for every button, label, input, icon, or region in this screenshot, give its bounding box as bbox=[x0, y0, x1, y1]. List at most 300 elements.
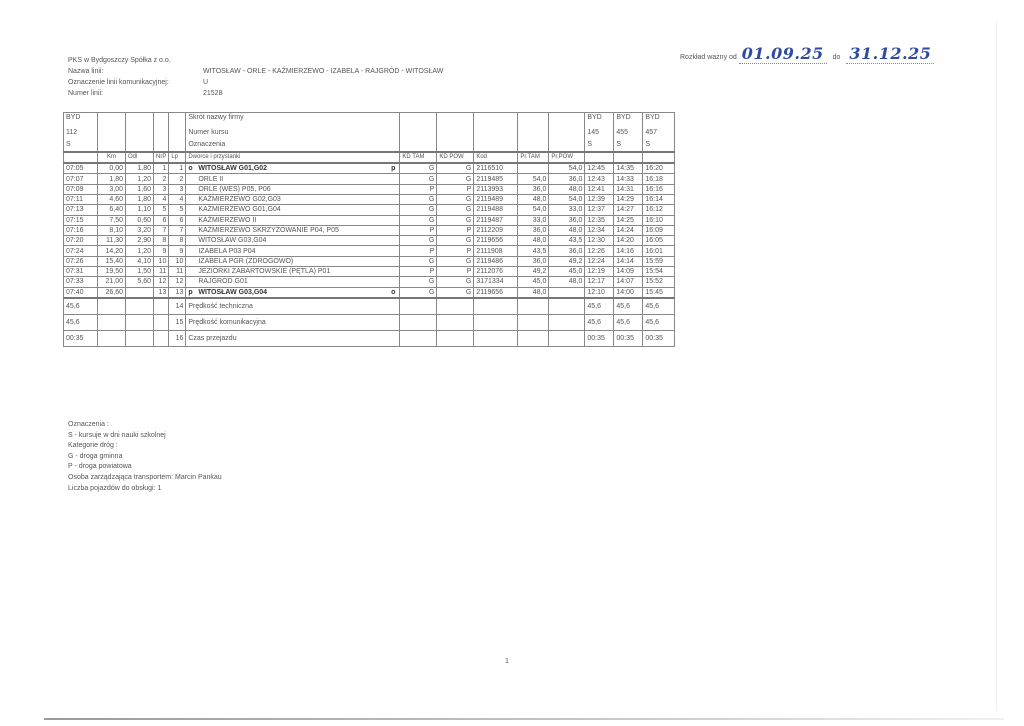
cell-lp: 2 bbox=[169, 174, 186, 184]
cell-pr-tam: 49,2 bbox=[518, 267, 549, 277]
cell-code: 2119489 bbox=[474, 194, 518, 204]
empty-cell bbox=[474, 314, 518, 330]
scan-edge-bottom bbox=[44, 718, 1004, 720]
table-row bbox=[64, 174, 675, 184]
cell-stop-no: 11 bbox=[154, 267, 169, 277]
cell-pr-tam: 43,5 bbox=[518, 246, 549, 256]
table-row bbox=[64, 256, 675, 266]
stop-name: IZABELA PGR (ZDROGOWO) bbox=[198, 257, 294, 265]
cell-kd-tam: G bbox=[400, 236, 437, 246]
cell-code: 2112076 bbox=[474, 267, 518, 277]
cell-lp: 10 bbox=[169, 256, 186, 266]
cell-distance: 0,60 bbox=[126, 215, 154, 225]
cell-pr-pow: 54,0 bbox=[549, 163, 585, 174]
cell-stop-no: 10 bbox=[154, 256, 169, 266]
cell-course-1-time: 12:37 bbox=[585, 205, 614, 215]
cell-kd-pow: P bbox=[437, 225, 474, 235]
cell-pr-tam: 33,0 bbox=[518, 215, 549, 225]
cell-kd-pow: P bbox=[437, 184, 474, 194]
table-row bbox=[64, 236, 675, 246]
stop-mark-right: o bbox=[391, 288, 396, 296]
table-row bbox=[64, 225, 675, 235]
cell-stop bbox=[186, 277, 400, 287]
cell-km: 14,20 bbox=[98, 246, 126, 256]
cell-course-2-time: 14:35 bbox=[614, 163, 643, 174]
validity-prefix: Rozkład ważny od bbox=[680, 54, 737, 61]
cell-pr-tam: 45,0 bbox=[518, 277, 549, 287]
legend-line: Kategorie dróg : bbox=[68, 442, 118, 450]
cell-kd-pow: G bbox=[437, 194, 474, 204]
col-header bbox=[585, 152, 614, 163]
course-2-number: 455 bbox=[614, 126, 643, 139]
cell-pr-pow: 54,0 bbox=[549, 194, 585, 204]
empty-cell bbox=[437, 330, 474, 346]
cell-course-1-time: 12:24 bbox=[585, 256, 614, 266]
cell-departure-time: 07:24 bbox=[64, 246, 98, 256]
cell-km: 21,00 bbox=[98, 277, 126, 287]
cell-distance: 3,20 bbox=[126, 225, 154, 235]
cell-course-2-time: 14:00 bbox=[614, 287, 643, 298]
cell-lp: 6 bbox=[169, 215, 186, 225]
col-header-nrp: NrP bbox=[154, 152, 169, 163]
cell-lp: 7 bbox=[169, 225, 186, 235]
cell-pr-tam: 36,0 bbox=[518, 256, 549, 266]
cell-code: 3171334 bbox=[474, 277, 518, 287]
cell-distance bbox=[126, 287, 154, 298]
table-row bbox=[64, 205, 675, 215]
summary-course-3: 45,6 bbox=[643, 298, 675, 315]
cell-lp: 5 bbox=[169, 205, 186, 215]
empty-cell bbox=[400, 298, 437, 315]
cell-pr-pow bbox=[549, 287, 585, 298]
line-designation-value: U bbox=[203, 79, 209, 86]
course-1-company: BYD bbox=[585, 113, 614, 126]
cell-course-3-time: 16:14 bbox=[643, 194, 675, 204]
header-row-company bbox=[64, 113, 675, 126]
cell-departure-time: 07:09 bbox=[64, 184, 98, 194]
table-row bbox=[64, 163, 675, 174]
course-2-company: BYD bbox=[614, 113, 643, 126]
cell-stop-no: 5 bbox=[154, 205, 169, 215]
cell-course-2-time: 14:09 bbox=[614, 267, 643, 277]
cell-kd-pow: G bbox=[437, 287, 474, 298]
cell-lp: 12 bbox=[169, 277, 186, 287]
cell-distance: 1,10 bbox=[126, 205, 154, 215]
summary-course-1: 45,6 bbox=[585, 314, 614, 330]
left-course-designation: S bbox=[64, 138, 98, 152]
col-header-kod: Kod bbox=[474, 152, 518, 163]
cell-departure-time: 07:40 bbox=[64, 287, 98, 298]
company-name: PKS w Bydgoszczy Spółka z o.o. bbox=[68, 57, 171, 64]
stop-name: KAŹMIERZEWO G02,G03 bbox=[198, 196, 281, 204]
cell-course-3-time: 16:01 bbox=[643, 246, 675, 256]
summary-lp: 16 bbox=[169, 330, 186, 346]
cell-course-1-time: 12:45 bbox=[585, 163, 614, 174]
empty-cell bbox=[549, 298, 585, 315]
cell-pr-tam: 36,0 bbox=[518, 225, 549, 235]
cell-pr-tam: 54,0 bbox=[518, 205, 549, 215]
cell-course-1-time: 12:41 bbox=[585, 184, 614, 194]
cell-kd-pow: P bbox=[437, 267, 474, 277]
cell-code: 2111908 bbox=[474, 246, 518, 256]
empty-cell bbox=[437, 314, 474, 330]
cell-kd-pow: G bbox=[437, 236, 474, 246]
cell-course-1-time: 12:19 bbox=[585, 267, 614, 277]
cell-course-3-time: 15:45 bbox=[643, 287, 675, 298]
col-header-lp: Lp bbox=[169, 152, 186, 163]
cell-lp: 1 bbox=[169, 163, 186, 174]
cell-course-2-time: 14:29 bbox=[614, 194, 643, 204]
cell-course-2-time: 14:16 bbox=[614, 246, 643, 256]
course-1-number: 145 bbox=[585, 126, 614, 139]
cell-code: 2113993 bbox=[474, 184, 518, 194]
cell-kd-pow: G bbox=[437, 163, 474, 174]
cell-stop bbox=[186, 246, 400, 256]
column-header-row bbox=[64, 152, 675, 163]
cell-km: 3,00 bbox=[98, 184, 126, 194]
cell-stop-no: 3 bbox=[154, 184, 169, 194]
cell-pr-pow: 43,5 bbox=[549, 236, 585, 246]
cell-course-3-time: 16:09 bbox=[643, 225, 675, 235]
cell-distance: 4,10 bbox=[126, 256, 154, 266]
empty-cell bbox=[549, 314, 585, 330]
cell-course-1-time: 12:35 bbox=[585, 215, 614, 225]
cell-stop bbox=[186, 267, 400, 277]
col-header bbox=[64, 152, 98, 163]
empty-cell bbox=[474, 298, 518, 315]
cell-pr-pow: 36,0 bbox=[549, 174, 585, 184]
cell-course-2-time: 14:27 bbox=[614, 205, 643, 215]
summary-course-2: 00:35 bbox=[614, 330, 643, 346]
cell-stop bbox=[186, 194, 400, 204]
cell-code: 2119656 bbox=[474, 236, 518, 246]
legend-line: Oznaczenia : bbox=[68, 421, 109, 428]
summary-left-value: 00:35 bbox=[64, 330, 98, 346]
table-row bbox=[64, 246, 675, 256]
cell-kd-pow: G bbox=[437, 205, 474, 215]
cell-kd-tam: P bbox=[400, 184, 437, 194]
empty-cell bbox=[518, 314, 549, 330]
summary-course-3: 00:35 bbox=[643, 330, 675, 346]
cell-distance: 1,20 bbox=[126, 174, 154, 184]
cell-code: 2112209 bbox=[474, 225, 518, 235]
cell-course-1-time: 12:17 bbox=[585, 277, 614, 287]
cell-course-3-time: 15:54 bbox=[643, 267, 675, 277]
cell-course-2-time: 14:24 bbox=[614, 225, 643, 235]
cell-lp: 3 bbox=[169, 184, 186, 194]
col-header-stops: Dworce i przystanki bbox=[186, 152, 400, 163]
cell-stop-no: 1 bbox=[154, 163, 169, 174]
cell-stop-no: 2 bbox=[154, 174, 169, 184]
header-row-course-number bbox=[64, 126, 675, 139]
stop-name: IZABELA P03 P04 bbox=[198, 247, 256, 255]
cell-course-1-time: 12:26 bbox=[585, 246, 614, 256]
cell-pr-tam: 48,0 bbox=[518, 194, 549, 204]
col-header-pr-tam: Pr.TAM bbox=[518, 152, 549, 163]
empty-cell bbox=[126, 330, 154, 346]
cell-course-1-time: 12:34 bbox=[585, 225, 614, 235]
cell-km: 7,50 bbox=[98, 215, 126, 225]
empty-cell bbox=[126, 298, 154, 315]
cell-kd-tam: G bbox=[400, 287, 437, 298]
cell-pr-pow: 48,0 bbox=[549, 277, 585, 287]
cell-departure-time: 07:07 bbox=[64, 174, 98, 184]
cell-kd-tam: P bbox=[400, 267, 437, 277]
cell-kd-tam: G bbox=[400, 215, 437, 225]
cell-course-2-time: 14:31 bbox=[614, 184, 643, 194]
cell-pr-tam: 48,0 bbox=[518, 287, 549, 298]
summary-lp: 14 bbox=[169, 298, 186, 315]
cell-stop bbox=[186, 215, 400, 225]
course-2-designation: S bbox=[614, 138, 643, 152]
cell-kd-pow: G bbox=[437, 277, 474, 287]
summary-row bbox=[64, 314, 675, 330]
cell-course-3-time: 15:59 bbox=[643, 256, 675, 266]
empty-cell bbox=[126, 314, 154, 330]
table-row bbox=[64, 215, 675, 225]
cell-departure-time: 07:26 bbox=[64, 256, 98, 266]
summary-row bbox=[64, 298, 675, 315]
cell-kd-tam: G bbox=[400, 277, 437, 287]
table-row bbox=[64, 184, 675, 194]
empty-cell bbox=[400, 330, 437, 346]
col-header bbox=[614, 152, 643, 163]
empty-cell bbox=[400, 314, 437, 330]
col-header-pr-pow: Pr.POW bbox=[549, 152, 585, 163]
empty-cell bbox=[437, 298, 474, 315]
cell-course-3-time: 15:52 bbox=[643, 277, 675, 287]
cell-pr-pow: 48,0 bbox=[549, 225, 585, 235]
cell-code: 2119488 bbox=[474, 205, 518, 215]
summary-lp: 15 bbox=[169, 314, 186, 330]
cell-pr-pow: 36,0 bbox=[549, 215, 585, 225]
cell-kd-tam: G bbox=[400, 194, 437, 204]
cell-stop bbox=[186, 225, 400, 235]
stop-mark-left: o bbox=[188, 165, 193, 173]
course-1-designation: S bbox=[585, 138, 614, 152]
timetable bbox=[63, 112, 675, 347]
cell-departure-time: 07:33 bbox=[64, 277, 98, 287]
col-header-kd-tam: KD TAM bbox=[400, 152, 437, 163]
cell-distance: 1,50 bbox=[126, 267, 154, 277]
summary-label: Czas przejazdu bbox=[186, 330, 400, 346]
header-row-designation bbox=[64, 138, 675, 152]
label-designations: Oznaczenia bbox=[186, 138, 400, 152]
cell-km: 0,00 bbox=[98, 163, 126, 174]
cell-lp: 4 bbox=[169, 194, 186, 204]
cell-stop-no: 6 bbox=[154, 215, 169, 225]
cell-code: 2119656 bbox=[474, 287, 518, 298]
summary-label: Prędkość techniczna bbox=[186, 298, 400, 315]
cell-stop bbox=[186, 174, 400, 184]
empty-cell bbox=[98, 330, 126, 346]
cell-pr-tam: 54,0 bbox=[518, 174, 549, 184]
cell-departure-time: 07:20 bbox=[64, 236, 98, 246]
cell-kd-pow: G bbox=[437, 174, 474, 184]
cell-code: 2119487 bbox=[474, 215, 518, 225]
empty-cell bbox=[518, 330, 549, 346]
cell-course-3-time: 16:10 bbox=[643, 215, 675, 225]
summary-course-2: 45,6 bbox=[614, 314, 643, 330]
empty-cell bbox=[154, 298, 169, 315]
cell-kd-pow: G bbox=[437, 215, 474, 225]
line-number-value: 21528 bbox=[203, 90, 223, 97]
cell-lp: 8 bbox=[169, 236, 186, 246]
summary-label: Prędkość komunikacyjna bbox=[186, 314, 400, 330]
cell-course-2-time: 14:33 bbox=[614, 174, 643, 184]
stop-name: JEZIORKI ZABARTOWSKIE (PĘTLA) P01 bbox=[198, 268, 331, 276]
cell-lp: 11 bbox=[169, 267, 186, 277]
cell-kd-pow: P bbox=[437, 246, 474, 256]
empty-cell bbox=[98, 314, 126, 330]
col-header bbox=[643, 152, 675, 163]
course-3-designation: S bbox=[643, 138, 675, 152]
label-course-number: Numer kursu bbox=[186, 126, 400, 139]
cell-course-3-time: 16:18 bbox=[643, 174, 675, 184]
line-name-label: Nazwa linii: bbox=[68, 68, 104, 75]
cell-km: 15,40 bbox=[98, 256, 126, 266]
cell-pr-pow: 45,0 bbox=[549, 267, 585, 277]
cell-course-2-time: 14:20 bbox=[614, 236, 643, 246]
legend-line: Liczba pojazdów do obsługi: 1 bbox=[68, 484, 162, 492]
cell-kd-tam: G bbox=[400, 163, 437, 174]
cell-kd-tam: G bbox=[400, 174, 437, 184]
cell-stop bbox=[186, 163, 400, 174]
empty-cell bbox=[98, 298, 126, 315]
cell-kd-tam: P bbox=[400, 225, 437, 235]
empty-cell bbox=[154, 314, 169, 330]
cell-stop bbox=[186, 184, 400, 194]
cell-course-2-time: 14:25 bbox=[614, 215, 643, 225]
cell-code: 2119486 bbox=[474, 256, 518, 266]
line-name-value: WITOSŁAW - ORLE - KAŹMIERZEWO - IZABELA - RAJGRÓD - WITOSŁAW bbox=[203, 68, 444, 75]
empty-cell bbox=[474, 330, 518, 346]
cell-km: 26,60 bbox=[98, 287, 126, 298]
stop-name: WITOSŁAW G03,G04 bbox=[198, 288, 268, 296]
stop-name: KAŹMIERZEWO G01,G04 bbox=[198, 206, 281, 214]
line-designation-label: Oznaczenie linii komunikacyjnej: bbox=[68, 79, 169, 86]
cell-course-2-time: 14:07 bbox=[614, 277, 643, 287]
cell-course-1-time: 12:30 bbox=[585, 236, 614, 246]
cell-course-3-time: 16:12 bbox=[643, 205, 675, 215]
summary-course-2: 45,6 bbox=[614, 298, 643, 315]
summary-left-value: 45,6 bbox=[64, 298, 98, 315]
line-number-label: Numer linii: bbox=[68, 90, 104, 97]
left-course-number: 112 bbox=[64, 126, 98, 139]
cell-distance: 1,80 bbox=[126, 194, 154, 204]
cell-departure-time: 07:16 bbox=[64, 225, 98, 235]
stop-name: WITOSŁAW G01,G02 bbox=[198, 165, 268, 173]
cell-pr-tam: 48,0 bbox=[518, 236, 549, 246]
cell-distance: 1,20 bbox=[126, 246, 154, 256]
cell-departure-time: 07:31 bbox=[64, 267, 98, 277]
table-row bbox=[64, 267, 675, 277]
page-number: 1 bbox=[505, 658, 509, 665]
cell-departure-time: 07:13 bbox=[64, 205, 98, 215]
stop-name: RAJGRÓD G01 bbox=[198, 278, 248, 286]
cell-stop-no: 4 bbox=[154, 194, 169, 204]
stop-name: ORLE (WEŚ) P05, P06 bbox=[198, 185, 271, 193]
cell-pr-tam bbox=[518, 163, 549, 174]
cell-km: 11,30 bbox=[98, 236, 126, 246]
legend bbox=[68, 420, 222, 494]
cell-stop bbox=[186, 287, 400, 298]
course-3-company: BYD bbox=[643, 113, 675, 126]
cell-lp: 9 bbox=[169, 246, 186, 256]
cell-course-1-time: 12:39 bbox=[585, 194, 614, 204]
cell-code: 2116510 bbox=[474, 163, 518, 174]
validity-period bbox=[680, 44, 934, 64]
course-3-number: 457 bbox=[643, 126, 675, 139]
label-company-short: Skrót nazwy firmy bbox=[186, 113, 400, 126]
cell-km: 6,40 bbox=[98, 205, 126, 215]
cell-stop-no: 12 bbox=[154, 277, 169, 287]
cell-departure-time: 07:15 bbox=[64, 215, 98, 225]
cell-distance: 1,80 bbox=[126, 163, 154, 174]
stop-mark-right: p bbox=[391, 165, 396, 173]
cell-pr-pow: 36,0 bbox=[549, 246, 585, 256]
table-row bbox=[64, 194, 675, 204]
table-row bbox=[64, 287, 675, 298]
cell-stop bbox=[186, 256, 400, 266]
legend-line: G - droga gminna bbox=[68, 452, 123, 460]
stop-name: ORLE II bbox=[198, 175, 224, 183]
cell-pr-pow: 48,0 bbox=[549, 184, 585, 194]
cell-kd-tam: G bbox=[400, 205, 437, 215]
cell-distance: 2,90 bbox=[126, 236, 154, 246]
cell-course-1-time: 12:43 bbox=[585, 174, 614, 184]
stop-mark-left: p bbox=[188, 288, 193, 296]
cell-departure-time: 07:05 bbox=[64, 163, 98, 174]
cell-departure-time: 07:11 bbox=[64, 194, 98, 204]
cell-km: 19,50 bbox=[98, 267, 126, 277]
summary-course-1: 00:35 bbox=[585, 330, 614, 346]
summary-course-3: 45,6 bbox=[643, 314, 675, 330]
legend-line: P - droga powiatowa bbox=[68, 463, 132, 471]
stop-name: KAŹMIERZEWO II bbox=[198, 216, 257, 224]
cell-course-2-time: 14:14 bbox=[614, 256, 643, 266]
legend-line: S - kursuje w dni nauki szkolnej bbox=[68, 431, 166, 439]
cell-course-3-time: 16:16 bbox=[643, 184, 675, 194]
cell-pr-tam: 36,0 bbox=[518, 184, 549, 194]
stop-name: WITOSŁAW G03,G04 bbox=[198, 237, 267, 245]
cell-stop-no: 13 bbox=[154, 287, 169, 298]
validity-to-date: 31.12.25 bbox=[846, 44, 934, 64]
cell-pr-pow: 33,0 bbox=[549, 205, 585, 215]
cell-km: 8,10 bbox=[98, 225, 126, 235]
cell-course-3-time: 16:20 bbox=[643, 163, 675, 174]
cell-stop bbox=[186, 236, 400, 246]
cell-stop-no: 7 bbox=[154, 225, 169, 235]
legend-line: Osoba zarządzająca transportem: Marcin Pankau bbox=[68, 473, 222, 481]
cell-course-3-time: 16:05 bbox=[643, 236, 675, 246]
stop-name: KAŹMIERZEWO SKRZYŻOWANIE P04, P05 bbox=[198, 226, 339, 234]
validity-middle: do bbox=[832, 54, 841, 61]
empty-cell bbox=[518, 298, 549, 315]
cell-km: 4,60 bbox=[98, 194, 126, 204]
empty-cell bbox=[549, 330, 585, 346]
cell-code: 2119485 bbox=[474, 174, 518, 184]
cell-distance: 5,60 bbox=[126, 277, 154, 287]
summary-left-value: 45,6 bbox=[64, 314, 98, 330]
cell-pr-pow: 49,2 bbox=[549, 256, 585, 266]
validity-from-date: 01.09.25 bbox=[739, 44, 827, 64]
col-header-kd-pow: KD POW bbox=[437, 152, 474, 163]
left-course-company: BYD bbox=[64, 113, 98, 126]
scan-edge-right bbox=[996, 20, 997, 710]
summary-course-1: 45,6 bbox=[585, 298, 614, 315]
table-row bbox=[64, 277, 675, 287]
